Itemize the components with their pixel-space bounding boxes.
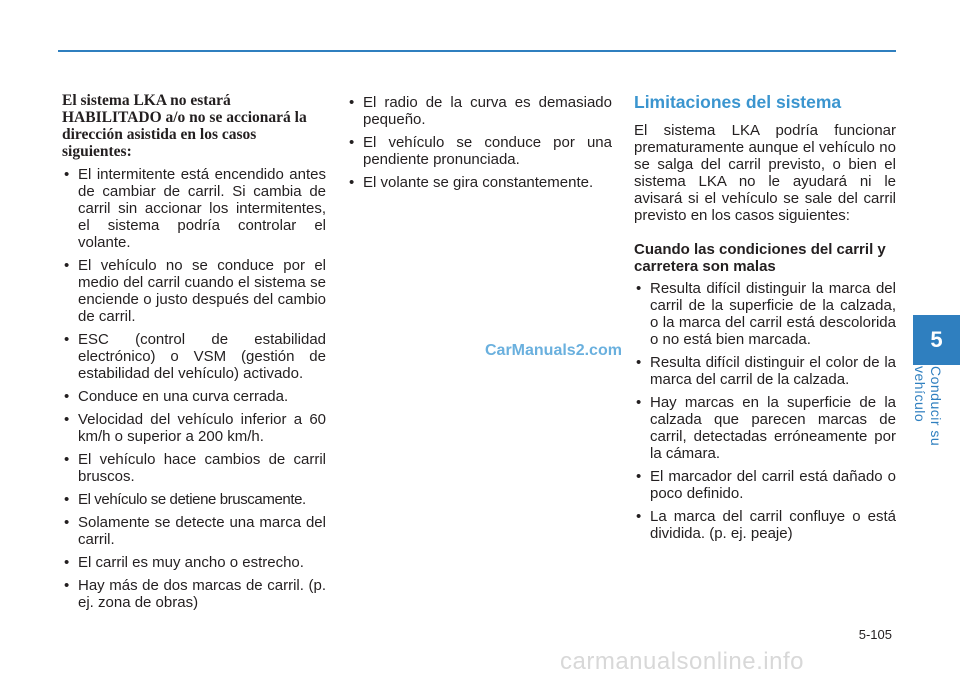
- list-item: • El intermitente está encendido antes de cambiar de carril. Si cambia de carril sin accionar los intermitentes, el sistema podría controlar el volante.: [62, 166, 326, 251]
- subheading: Cuando las condiciones del carril y carretera son malas: [634, 241, 886, 275]
- list-item: • El vehículo se detiene bruscamente.: [62, 491, 326, 508]
- chapter-tab: 5: [913, 315, 960, 365]
- list-item: • Hay más de dos marcas de carril. (p. ej. zona de obras): [62, 577, 326, 611]
- chapter-label: Conducir su vehículo: [912, 366, 944, 447]
- list-item: • Resulta difícil distinguir la marca del carril de la superficie de la calzada, o la marca del carril está descolorida o no está bien marcada.: [634, 280, 896, 348]
- watermark: CarManuals2.com: [485, 342, 622, 359]
- footer-watermark: carmanualsonline.info: [560, 648, 804, 675]
- list-item: • El vehículo no se conduce por el medio del carril cuando el sistema se enciende o justo después del cambio de carril.: [62, 257, 326, 325]
- list-item: • El carril es muy ancho o estrecho.: [62, 554, 326, 571]
- section-title: Limitaciones del sistema: [634, 92, 842, 112]
- conditions-list: [62, 166, 326, 611]
- list-item: • Conduce en una curva cerrada.: [62, 388, 326, 405]
- list-item: • ESC (control de estabilidad electrónico) o VSM (gestión de estabilidad del vehículo) activado.: [62, 331, 326, 382]
- conditions-heading: El sistema LKA no estará HABILITADO a/o no se accionará la dirección asistida en los casos siguientes:: [62, 92, 307, 160]
- right-column: [634, 92, 896, 548]
- left-column: [62, 92, 326, 617]
- limitations-list: [634, 280, 896, 542]
- page-number: 5-105: [858, 627, 892, 642]
- list-item: • El vehículo hace cambios de carril bruscos.: [62, 451, 326, 485]
- list-item: • El volante se gira constantemente.: [347, 174, 612, 191]
- list-item: • Hay marcas en la superficie de la calzada que parecen marcas de carril, detectadas erróneamente por la cámara.: [634, 394, 896, 462]
- top-rule: [58, 50, 896, 52]
- list-item: • Resulta difícil distinguir el color de la marca del carril de la calzada.: [634, 354, 896, 388]
- middle-column: [347, 94, 612, 197]
- list-item: • El vehículo se conduce por una pendiente pronunciada.: [347, 134, 612, 168]
- list-item: • Solamente se detecte una marca del carril.: [62, 514, 326, 548]
- list-item: • El radio de la curva es demasiado pequeño.: [347, 94, 612, 128]
- list-item: • Velocidad del vehículo inferior a 60 km/h o superior a 200 km/h.: [62, 411, 326, 445]
- list-item: • La marca del carril confluye o está dividida. (p. ej. peaje): [634, 508, 896, 542]
- list-item: • El marcador del carril está dañado o poco definido.: [634, 468, 896, 502]
- conditions-list-continued: [347, 94, 612, 191]
- intro-paragraph: El sistema LKA podría funcionar prematuramente aunque el vehículo no se salga del carril previsto, o bien el sistema LKA no le ayudará ni le avisará si el vehículo se sale del carril previsto en los casos siguientes:: [634, 122, 896, 224]
